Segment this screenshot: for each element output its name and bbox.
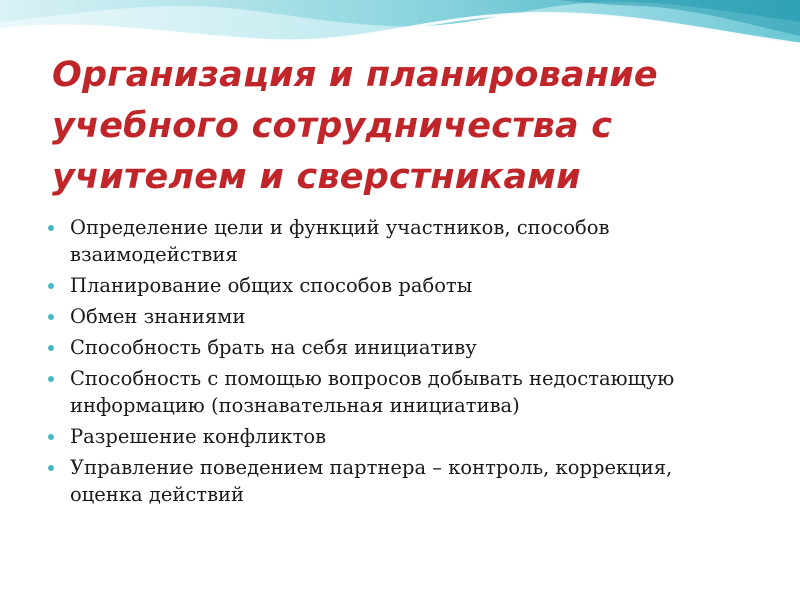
bullet-dot-icon [48, 434, 54, 440]
bullet-text: Управление поведением партнера – контроль, коррекция, оценка действий [70, 456, 673, 506]
bullet-dot-icon [48, 225, 54, 231]
list-item [44, 214, 744, 268]
bullet-dot-icon [48, 283, 54, 289]
bullet-text: Способность брать на себя инициативу [70, 336, 477, 359]
bullet-text: Определение цели и функций участников, способов взаимодействия [70, 216, 610, 266]
bullet-dot-icon [48, 376, 54, 382]
list-item [44, 334, 744, 361]
list-item [44, 272, 744, 299]
bullet-text: Разрешение конфликтов [70, 425, 327, 448]
slide-title: Организация и планирование учебного сотрудничества с учителем и сверстниками [52, 55, 658, 197]
bullet-dot-icon [48, 345, 54, 351]
bullet-text: Планирование общих способов работы [70, 274, 473, 297]
bullet-dot-icon [48, 465, 54, 471]
list-item [44, 303, 744, 330]
list-item [44, 365, 744, 419]
list-item [44, 454, 744, 508]
list-item [44, 423, 744, 450]
bullet-dot-icon [48, 314, 54, 320]
bullet-text: Способность с помощью вопросов добывать недостающую информацию (познавательная инициатива) [70, 367, 675, 417]
bullet-text: Обмен знаниями [70, 305, 246, 328]
bullet-list [44, 214, 744, 512]
